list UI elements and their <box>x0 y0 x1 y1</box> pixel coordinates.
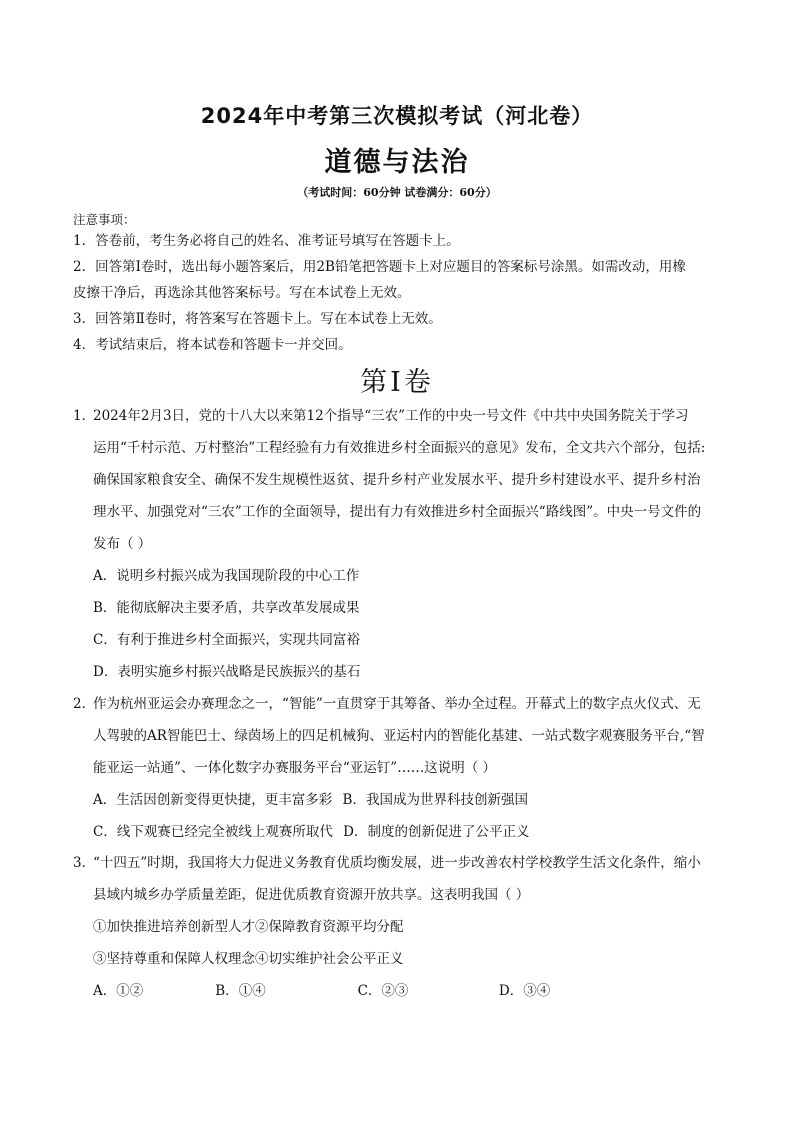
question-text: 作为杭州亚运会办赛理念之一，“智能”一直贯穿于其筹备、举办全过程。开幕式上的数字点火仪式、无 <box>93 696 701 712</box>
option-b: B．能彻底解决主要矛盾，共享改革发展成果 <box>93 600 360 616</box>
question-number: 3． <box>73 855 96 871</box>
exam-info: （考试时间：60分钟 试卷满分：60分） <box>297 186 497 199</box>
option-row <box>73 784 723 816</box>
option-c: C．有利于推进乡村全面振兴，实现共同富裕 <box>93 632 360 648</box>
notice-heading: 注意事项： <box>73 212 136 227</box>
question-text: 人驾驶的AR智能巴士、绿茵场上的四足机械狗、亚运村内的智能化基建、一站式数字观赛服务平台,“智 <box>93 728 705 744</box>
subject-title: 道德与法治 <box>324 147 470 178</box>
question-2 <box>73 688 723 848</box>
question-text: 运用“千村示范、万村整治”工程经验有力有效推进乡村全面振兴的意见》发布，全文共六个部分，包括: <box>93 440 706 456</box>
question-number: 2． <box>73 696 96 712</box>
question-text: 发布（ ） <box>93 536 152 552</box>
option-d: D．制度的创新促进了公平正义 <box>343 824 530 840</box>
option-row <box>73 816 723 848</box>
option-d: D．表明实施乡村振兴战略是民族振兴的基石 <box>93 664 361 680</box>
question-text: 能亚运一站通”、一体化数字办赛服务平台“亚运钉”……这说明（ ） <box>93 760 496 776</box>
option-a: A．说明乡村振兴成为我国现阶段的中心工作 <box>93 568 360 584</box>
section-title: 第Ⅰ卷 <box>360 367 434 398</box>
question-text: 2024年2月3日，党的十八大以来第12个指导“三农”工作的中央一号文件《中共中央国务院关于学习 <box>93 408 689 424</box>
notice-item: 1．答卷前，考生务必将自己的姓名、准考证号填写在答题卡上。 <box>73 233 460 249</box>
choice-row <box>73 975 723 1007</box>
question-3 <box>73 847 723 1007</box>
choice-d: D．③④ <box>498 983 551 999</box>
option-b: B．我国成为世界科技创新强国 <box>342 792 528 808</box>
notice-item: 3．回答第Ⅱ卷时，将答案写在答题卡上。写在本试卷上无效。 <box>73 311 442 327</box>
option-a: A．生活因创新变得更快捷，更丰富多彩 <box>93 792 333 808</box>
statement-line: ③坚持尊重和保障人权理念④切实维护社会公平正义 <box>93 951 404 967</box>
question-text: 县域内城乡办学质量差距，促进优质教育资源开放共享。这表明我国（ ） <box>93 887 530 903</box>
choice-c: C．②③ <box>357 983 409 999</box>
question-number: 1． <box>73 408 96 424</box>
exam-title: 2024年中考第三次模拟考试（河北卷） <box>200 104 594 128</box>
question-text: 确保国家粮食安全、确保不发生规模性返贫、提升乡村产业发展水平、提升乡村建设水平、提升乡村治 <box>93 472 701 488</box>
option-c: C．线下观赛已经完全被线上观赛所取代 <box>93 824 333 840</box>
statement-line: ①加快推进培养创新型人才②保障教育资源平均分配 <box>93 919 404 935</box>
question-1 <box>73 400 723 688</box>
question-text: 理水平、加强党对“三农”工作的全面领导，提出有力有效推进乡村全面振兴“路线图”。中央一号文件的 <box>93 504 702 520</box>
notice-item: 4．考试结束后，将本试卷和答题卡一并交回。 <box>73 337 352 353</box>
notice-item: 2．回答第Ⅰ卷时，选出每小题答案后，用2B铅笔把答题卡上对应题目的答案标号涂黑。如需改动，用橡 <box>73 259 686 275</box>
notice-item: 皮擦干净后，再选涂其他答案标号。写在本试卷上无效。 <box>73 285 411 301</box>
question-text: “十四五”时期，我国将大力促进义务教育优质均衡发展，进一步改善农村学校教学生活文化条件，缩小 <box>93 855 701 871</box>
choice-a: A．①② <box>93 983 144 999</box>
choice-b: B．①④ <box>215 983 266 999</box>
